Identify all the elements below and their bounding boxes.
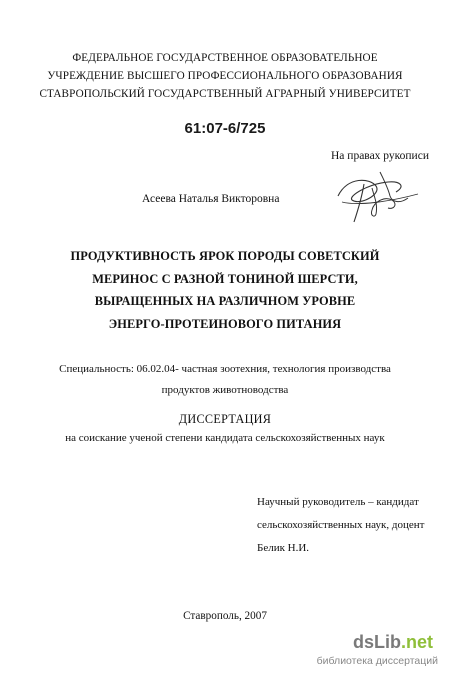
logo-suffix-text: .net [401,632,434,652]
dissertation-title [20,245,430,335]
specialty [20,359,430,401]
catalog-code: 61:07-6/725 [184,120,266,137]
city-and-year: Ставрополь, 2007 [183,610,267,622]
institution-line-3: СТАВРОПОЛЬСКИЙ ГОСУДАРСТВЕННЫЙ АГРАРНЫЙ УНИВЕРСИТЕТ [39,88,411,100]
degree-purpose: на соискание ученой степени кандидата сельскохозяйственных наук [65,432,385,444]
logo-main-text: dsLib [353,632,401,652]
supervisor-line-1: Научный руководитель – кандидат [257,496,419,508]
institution-header [20,49,430,103]
title-line-1: ПРОДУКТИВНОСТЬ ЯРОК ПОРОДЫ СОВЕТСКИЙ [70,249,380,263]
dslib-logo [353,632,433,653]
supervisor-line-3: Белик Н.И. [257,542,310,554]
supervisor-line-2: сельскохозяйственных наук, доцент [257,519,425,531]
institution-line-1: ФЕДЕРАЛЬНОЕ ГОСУДАРСТВЕННОЕ ОБРАЗОВАТЕЛЬНОЕ [72,52,378,64]
specialty-line-2: продуктов животноводства [161,384,289,396]
handwritten-signature [318,166,428,224]
institution-line-2: УЧРЕЖДЕНИЕ ВЫСШЕГО ПРОФЕССИОНАЛЬНОГО ОБРАЗОВАНИЯ [47,70,403,82]
watermark-tagline: библиотека диссертаций [316,655,438,667]
author-name: Асеева Наталья Викторовна [142,193,280,205]
document-type-label: ДИССЕРТАЦИЯ [178,412,272,426]
scientific-supervisor [257,491,424,560]
manuscript-rights-note: На правах рукописи [331,150,429,162]
title-line-4: ЭНЕРГО-ПРОТЕИНОВОГО ПИТАНИЯ [108,316,342,331]
specialty-line-1: Специальность: 06.02.04- частная зоотехния, технология производства [59,363,391,375]
title-line-2: МЕРИНОС С РАЗНОЙ ТОНИНОЙ ШЕРСТИ, [92,271,358,286]
title-line-3: ВЫРАЩЕННЫХ НА РАЗЛИЧНОМ УРОВНЕ [94,294,356,308]
